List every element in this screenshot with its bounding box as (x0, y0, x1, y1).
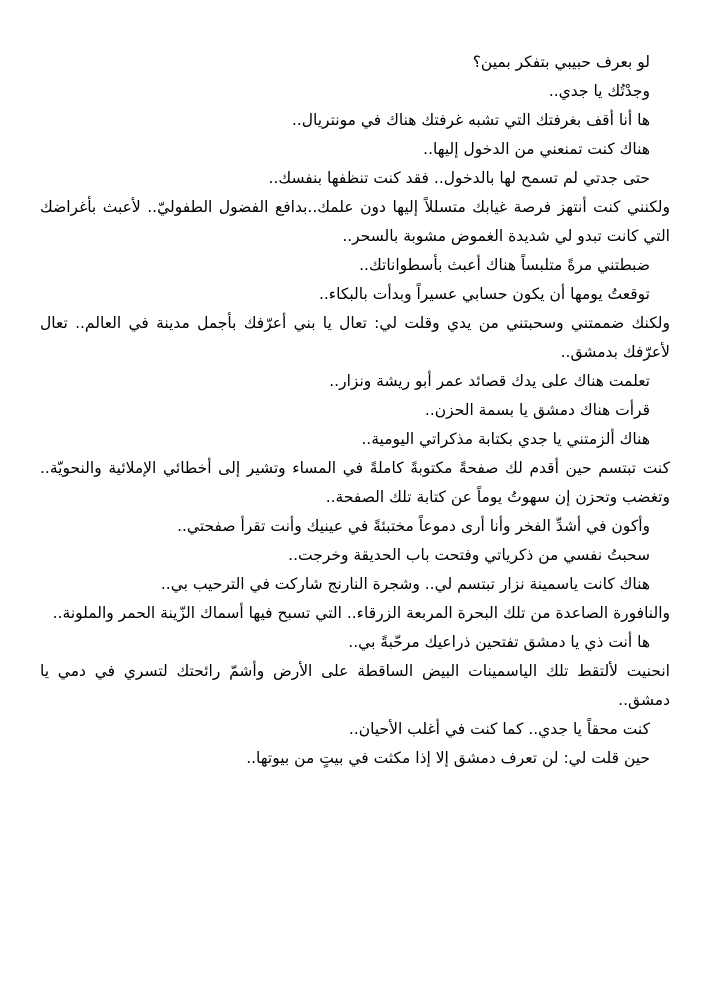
paragraph: وأكون في أشدِّ الفخر وأنا أرى دموعاً مختبئةً في عينيك وأنت تقرأ صفحتي.. (177, 517, 650, 535)
paragraph: سحبتُ نفسي من ذكرياتي وفتحت باب الحديقة وخرجت.. (288, 546, 650, 564)
paragraph: هناك ألزمتني يا جدي بكتابة مذكراتي اليومية.. (361, 430, 650, 448)
paragraph: ولكنني كنت أنتهز فرصة غيابك متسللاً إليها دون علمك..بدافع الفضول الطفوليّ.. لأعبث بأغراضك التي كانت تبدو لي شديدة الغموض مشوبة بالسحر.. (40, 198, 670, 245)
paragraph: ولكنك ضممتني وسحبتني من يدي وقلت لي: تعال يا بني أعرّفك بأجمل مدينة في العالم.. تعال لأعرّفك بدمشق.. (40, 314, 670, 361)
paragraph: قرأت هناك دمشق يا بسمة الحزن.. (424, 401, 650, 419)
paragraph: انحنيت لألتقط تلك الياسمينات البيض الساقطة على الأرض وأشمّ رائحتك لتسري في دمي يا دمشق.. (40, 662, 670, 709)
document-page (40, 48, 670, 773)
paragraph: ضبطتني مرةً متلبساً هناك أعبث بأسطواناتك.. (359, 256, 650, 274)
paragraph: لو بعرف حبيبي بتفكر بمين؟ (472, 53, 650, 71)
paragraph: تعلمت هناك على يدك قصائد عمر أبو ريشة ونزار.. (329, 372, 650, 390)
paragraph: كنت تبتسم حين أقدم لك صفحةً مكتوبةً كاملةً في المساء وتشير إلى أخطائي الإملائية والنحويّة.. وتغضب وتحزن إن سهوتُ يوماً عن كتابة تلك الصفحة.. (40, 459, 670, 506)
paragraph: حتى جدتي لم تسمح لها بالدخول.. فقد كنت تنظفها بنفسك.. (268, 169, 650, 187)
paragraph: حين قلت لي: لن تعرف دمشق إلا إذا مكثت في بيتٍ من بيوتها.. (246, 749, 650, 767)
paragraph: والنافورة الصاعدة من تلك البحرة المربعة الزرقاء.. التي تسبح فيها أسماك الزّينة الحمر والملونة.. (52, 604, 670, 622)
paragraph: هناك كانت ياسمينة نزار تبتسم لي.. وشجرة النارنج شاركت في الترحيب بي.. (160, 575, 650, 593)
paragraph: كنت محقاً يا جدي.. كما كنت في أغلب الأحيان.. (348, 720, 650, 738)
paragraph: توقعتُ يومها أن يكون حسابي عسيراً وبدأت بالبكاء.. (318, 285, 650, 303)
paragraph: هناك كنت تمنعني من الدخول إليها.. (423, 140, 650, 158)
paragraph: ها أنت ذي يا دمشق تفتحين ذراعيك مرحّبةً بي.. (348, 633, 650, 651)
paragraph: وجدْتُك يا جدي.. (548, 82, 650, 100)
paragraph: ها أنا أقف بغرفتك التي تشبه غرفتك هناك في مونتريال.. (291, 111, 650, 129)
